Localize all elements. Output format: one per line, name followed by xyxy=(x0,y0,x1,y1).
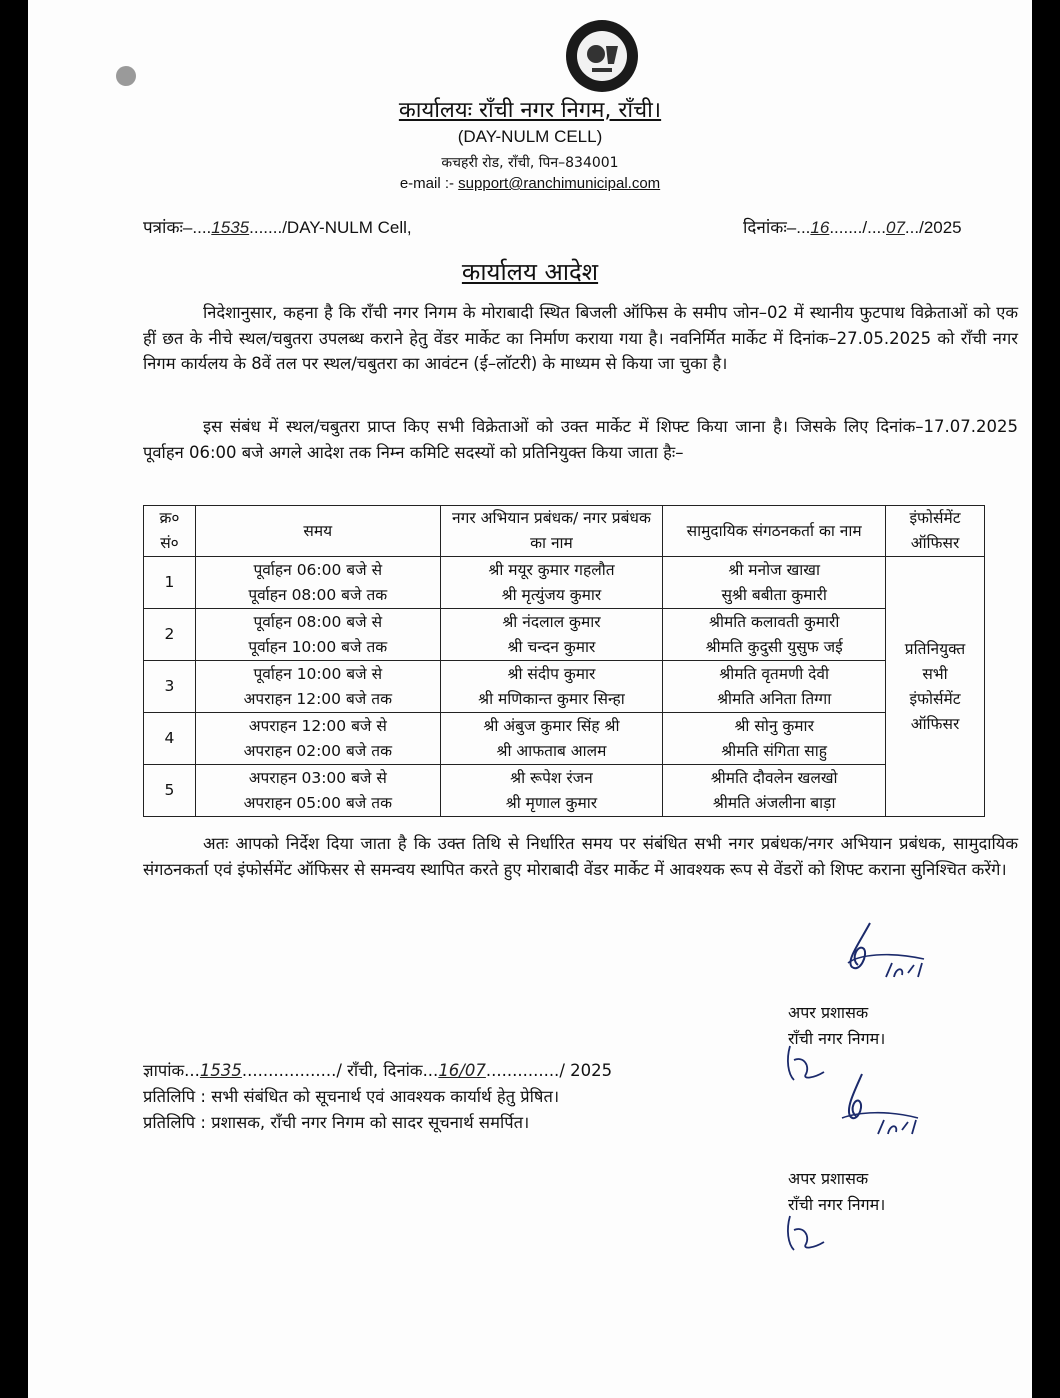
date-day: 16 xyxy=(810,218,830,237)
time-cell xyxy=(195,661,440,713)
email-line xyxy=(28,175,1032,192)
organizer-name: श्री मनोज खाखा xyxy=(728,560,820,579)
signatory-office: राँची नगर निगम। xyxy=(788,1029,886,1048)
document-title: कार्यालय आदेश xyxy=(461,258,599,286)
serial-cell: 5 xyxy=(144,765,196,817)
time-to: अपराहन 12:00 बजे तक xyxy=(243,689,392,708)
enforcement-text: सभी xyxy=(922,664,948,683)
email-link[interactable]: support@ranchimunicipal.com xyxy=(458,175,661,192)
memo-date: 16/07 xyxy=(438,1061,486,1080)
organizer-cell xyxy=(663,661,886,713)
signature-scribble xyxy=(828,1068,938,1148)
table-row xyxy=(144,713,985,765)
time-from: पूर्वाहन 10:00 बजे से xyxy=(253,664,383,683)
serial-cell: 3 xyxy=(144,661,196,713)
manager-cell xyxy=(440,557,663,609)
manager-cell xyxy=(440,661,663,713)
manager-name: श्री अंबुज कुमार सिंह श्री xyxy=(483,716,620,735)
organizer-name: श्रीमति संगिता साहु xyxy=(721,741,828,760)
time-to: पूर्वाहन 10:00 बजे तक xyxy=(248,637,388,656)
manager-name: श्री मयूर कुमार गहलौत xyxy=(488,560,615,579)
email-label: e-mail :- xyxy=(399,175,459,192)
organizer-name: श्रीमति कुदुसी युसुफ जई xyxy=(705,637,843,656)
time-from: पूर्वाहन 06:00 बजे से xyxy=(253,560,383,579)
date-month: 07 xyxy=(886,218,905,237)
manager-name: श्री आफताब आलम xyxy=(496,741,607,760)
office-title: कार्यालयः राँची नगर निगम, राँची। xyxy=(398,98,662,123)
memo-city-date: / राँची, दिनांक xyxy=(336,1061,423,1080)
manager-name: श्री मणिकान्त कुमार सिन्हा xyxy=(478,689,625,708)
reference-number: 1535 xyxy=(211,218,250,237)
memo-year: / 2025 xyxy=(559,1061,613,1080)
manager-name: श्री मृणाल कुमार xyxy=(505,793,598,812)
time-from: अपराहन 03:00 बजे से xyxy=(248,768,387,787)
manager-name: श्री मृत्युंजय कुमार xyxy=(501,585,602,604)
table-row xyxy=(144,557,985,609)
date-label: दिनांकः– xyxy=(743,218,797,237)
organizer-name: श्रीमति दौवलेन खलखो xyxy=(710,768,838,787)
paragraph-deputation: इस संबंध में स्थल/चबुतरा प्राप्त किए सभी विक्रेताओं को उक्त मार्केट में शिफ्ट किया जाना है। जिसके लिए दिनांक–17.07.2025 पूर्वाहन 06:00 बजे अगले आदेश तक निम्न कमिटि सदस्यों को प्रतिनियुक्त किया जाता हैः– xyxy=(143,417,1018,462)
manager-name: श्री चन्दन कुमार xyxy=(507,637,596,656)
table-row xyxy=(144,609,985,661)
memo-reference: ज्ञापांक...1535................../ राँची, दिनांक...16/07............../ 2025 xyxy=(143,1061,613,1080)
time-cell xyxy=(195,765,440,817)
paragraph-direction: अतः आपको निर्देश दिया जाता है कि उक्त तिथि से निर्धारित समय पर संबंधित सभी नगर प्रबंधक/नगर अभियान प्रबंधक, सामुदायिक संगठनकर्ता एवं इंफोर्समेंट ऑफिसर से समन्वय स्थापित करते हुए मोराबादी वेंडर मार्केट में आवश्यक रूप से वेंडरों को शिफ्ट कराना सुनिश्चित करेंगे। xyxy=(143,834,1018,879)
letter-reference: पत्रांकः–....1535......./DAY-NULM Cell, xyxy=(143,218,412,237)
header-enforcement: इंफोर्समेंट ऑफिसर xyxy=(886,506,985,557)
serial-cell: 2 xyxy=(144,609,196,661)
organizer-name: श्री सोनु कुमार xyxy=(734,716,814,735)
enforcement-text: प्रतिनियुक्त xyxy=(904,639,966,658)
organizer-cell xyxy=(663,713,886,765)
time-from: पूर्वाहन 08:00 बजे से xyxy=(253,612,383,631)
serial-cell: 1 xyxy=(144,557,196,609)
cell-name: (DAY-NULM CELL) xyxy=(457,127,603,146)
signatory-title: अपर प्रशासक xyxy=(788,1169,869,1188)
header-serial: क्र० सं० xyxy=(144,506,196,557)
copy-line-1: प्रतिलिपि : सभी संबंधित को सूचनार्थ एवं आवश्यक कार्यार्थ हेतु प्रेषित। xyxy=(143,1087,560,1106)
manager-name: श्री नंदलाल कुमार xyxy=(502,612,601,631)
organizer-name: सुश्री बबीता कुमारी xyxy=(721,585,827,604)
time-cell xyxy=(195,609,440,661)
time-to: अपराहन 05:00 बजे तक xyxy=(243,793,392,812)
time-cell xyxy=(195,557,440,609)
manager-cell xyxy=(440,765,663,817)
serial-cell: 4 xyxy=(144,713,196,765)
document-page xyxy=(28,0,1032,1398)
time-from: अपराहन 12:00 बजे से xyxy=(248,716,387,735)
time-cell xyxy=(195,713,440,765)
paragraph-intro: निदेशानुसार, कहना है कि राँची नगर निगम के मोराबादी स्थित बिजली ऑफिस के समीप जोन–02 में स्थानीय फुटपाथ विक्रेताओं को एक हीं छत के नीचे स्थल/चबुतरा उपलब्ध कराने हेतु वेंडर मार्केट का निर्माण कराया गया है। नवनिर्मित मार्केट में दिनांक–27.05.2025 को राँची नगर निगम कार्यलय के 8वें तल पर स्थल/चबुतरा का आवंटन (ई–लॉटरी) के माध्यम से किया जा चुका है। xyxy=(143,303,1018,373)
signatory-office: राँची नगर निगम। xyxy=(788,1195,886,1214)
municipal-seal-logo xyxy=(564,18,640,94)
enforcement-text: ऑफिसर xyxy=(910,714,960,733)
manager-cell xyxy=(440,609,663,661)
time-to: अपराहन 02:00 बजे तक xyxy=(243,741,392,760)
reference-label: पत्रांकः– xyxy=(143,218,193,237)
table-row xyxy=(144,765,985,817)
memo-label: ज्ञापांक xyxy=(143,1061,185,1080)
enforcement-cell xyxy=(886,557,985,817)
office-address: कचहरी रोड, राँची, पिन–834001 xyxy=(441,155,619,171)
header-manager: नगर अभियान प्रबंधक/ नगर प्रबंधक का नाम xyxy=(440,506,663,557)
organizer-cell xyxy=(663,765,886,817)
manager-name: श्री रूपेश रंजन xyxy=(510,768,593,787)
punch-hole xyxy=(116,66,136,86)
signature-scribble xyxy=(828,915,948,995)
organizer-cell xyxy=(663,609,886,661)
table-header-row xyxy=(144,506,985,557)
copy-line-2: प्रतिलिपि : प्रशासक, राँची नगर निगम को सादर सूचनार्थ समर्पित। xyxy=(143,1113,530,1132)
signatory-title: अपर प्रशासक xyxy=(788,1003,869,1022)
memo-number: 1535 xyxy=(199,1061,242,1080)
table-row xyxy=(144,661,985,713)
organizer-name: श्रीमति वृतमणी देवी xyxy=(719,664,830,683)
organizer-name: श्रीमति अंजलीना बाड़ा xyxy=(712,793,836,812)
duty-roster-table xyxy=(143,505,985,817)
enforcement-text: इंफोर्समेंट xyxy=(909,689,961,708)
manager-name: श्री संदीप कुमार xyxy=(507,664,596,683)
organizer-name: श्रीमति अनिता तिग्गा xyxy=(717,689,832,708)
reference-suffix: /DAY-NULM Cell, xyxy=(282,218,412,237)
time-to: पूर्वाहन 08:00 बजे तक xyxy=(248,585,388,604)
organizer-cell xyxy=(663,557,886,609)
letter-date: दिनांकः–...16......./....07.../2025 xyxy=(743,218,962,237)
initials-scribble xyxy=(780,1210,840,1260)
header-time: समय xyxy=(195,506,440,557)
manager-cell xyxy=(440,713,663,765)
header-organizer: सामुदायिक संगठनकर्ता का नाम xyxy=(663,506,886,557)
date-year: /2025 xyxy=(919,218,962,237)
organizer-name: श्रीमति कलावती कुमारी xyxy=(708,612,840,631)
